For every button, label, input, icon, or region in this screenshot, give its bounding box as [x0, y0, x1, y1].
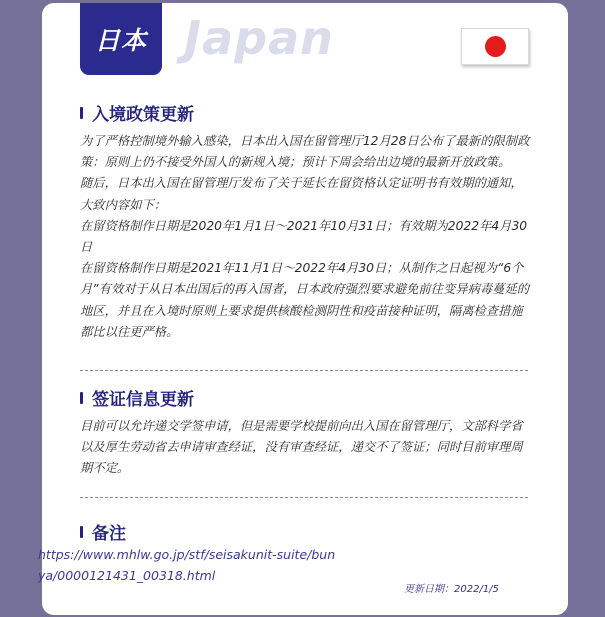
section-title-text: 签证信息更新 [92, 390, 194, 410]
section-title-text: 入境政策更新 [92, 105, 194, 125]
japan-flag-icon [461, 28, 529, 65]
country-watermark: Japan [184, 11, 334, 65]
paragraph: 目前可以允许递交学签申请，但是需要学校提前向出入国在留管理厅，文部科学省以及厚生劳动省去申请审查经证，没有审查经证，递交不了签证；同时目前审理周期不定。 [80, 419, 523, 476]
section-marker [80, 526, 83, 538]
section-title-text: 备注 [92, 524, 126, 544]
section-marker [80, 392, 83, 404]
country-badge: 日本 [80, 3, 162, 75]
paragraph: 随后，日本出入国在留管理厅发布了关于延长在留资格认定证明书有效期的通知，大致内容如下： [80, 176, 523, 212]
visa-info-body [80, 416, 532, 480]
section-title-entry-policy [80, 100, 194, 125]
paragraph: 在留资格制作日期是2020年1月1日～2021年10月31日；有效期为2022年4月30日 [80, 218, 528, 255]
flag-sun [485, 36, 506, 57]
entry-policy-body [80, 131, 532, 343]
paragraph: 为了严格控制境外输入感染，日本出入国在留管理厅12月28日公布了最新的限制政策：原则上仍不接受外国人的新规入境；预计下周会给出边境的最新开放政策。 [80, 134, 530, 170]
section-divider [80, 497, 528, 498]
info-card [42, 3, 568, 615]
section-divider [80, 370, 528, 371]
update-date: 更新日期：2022/1/5 [404, 584, 499, 595]
section-marker [80, 107, 83, 119]
section-title-notes [80, 519, 126, 544]
paragraph: 在留资格制作日期是2021年11月1日～2022年4月30日；从制作之日起视为“6个月”有效对于从日本出国后的再入国者，日本政府强烈要求避免前往变异病毒蔓延的地区，并且在入境时原则上要求提供核酸检测阴性和疫苗接种证明，隔离检查措施都比以往更严格。 [80, 261, 530, 339]
reference-link[interactable]: https://www.mhlw.go.jp/stf/seisakunit-suite/bunya/0000121431_00318.html [38, 547, 336, 583]
section-title-visa-info [80, 385, 194, 410]
